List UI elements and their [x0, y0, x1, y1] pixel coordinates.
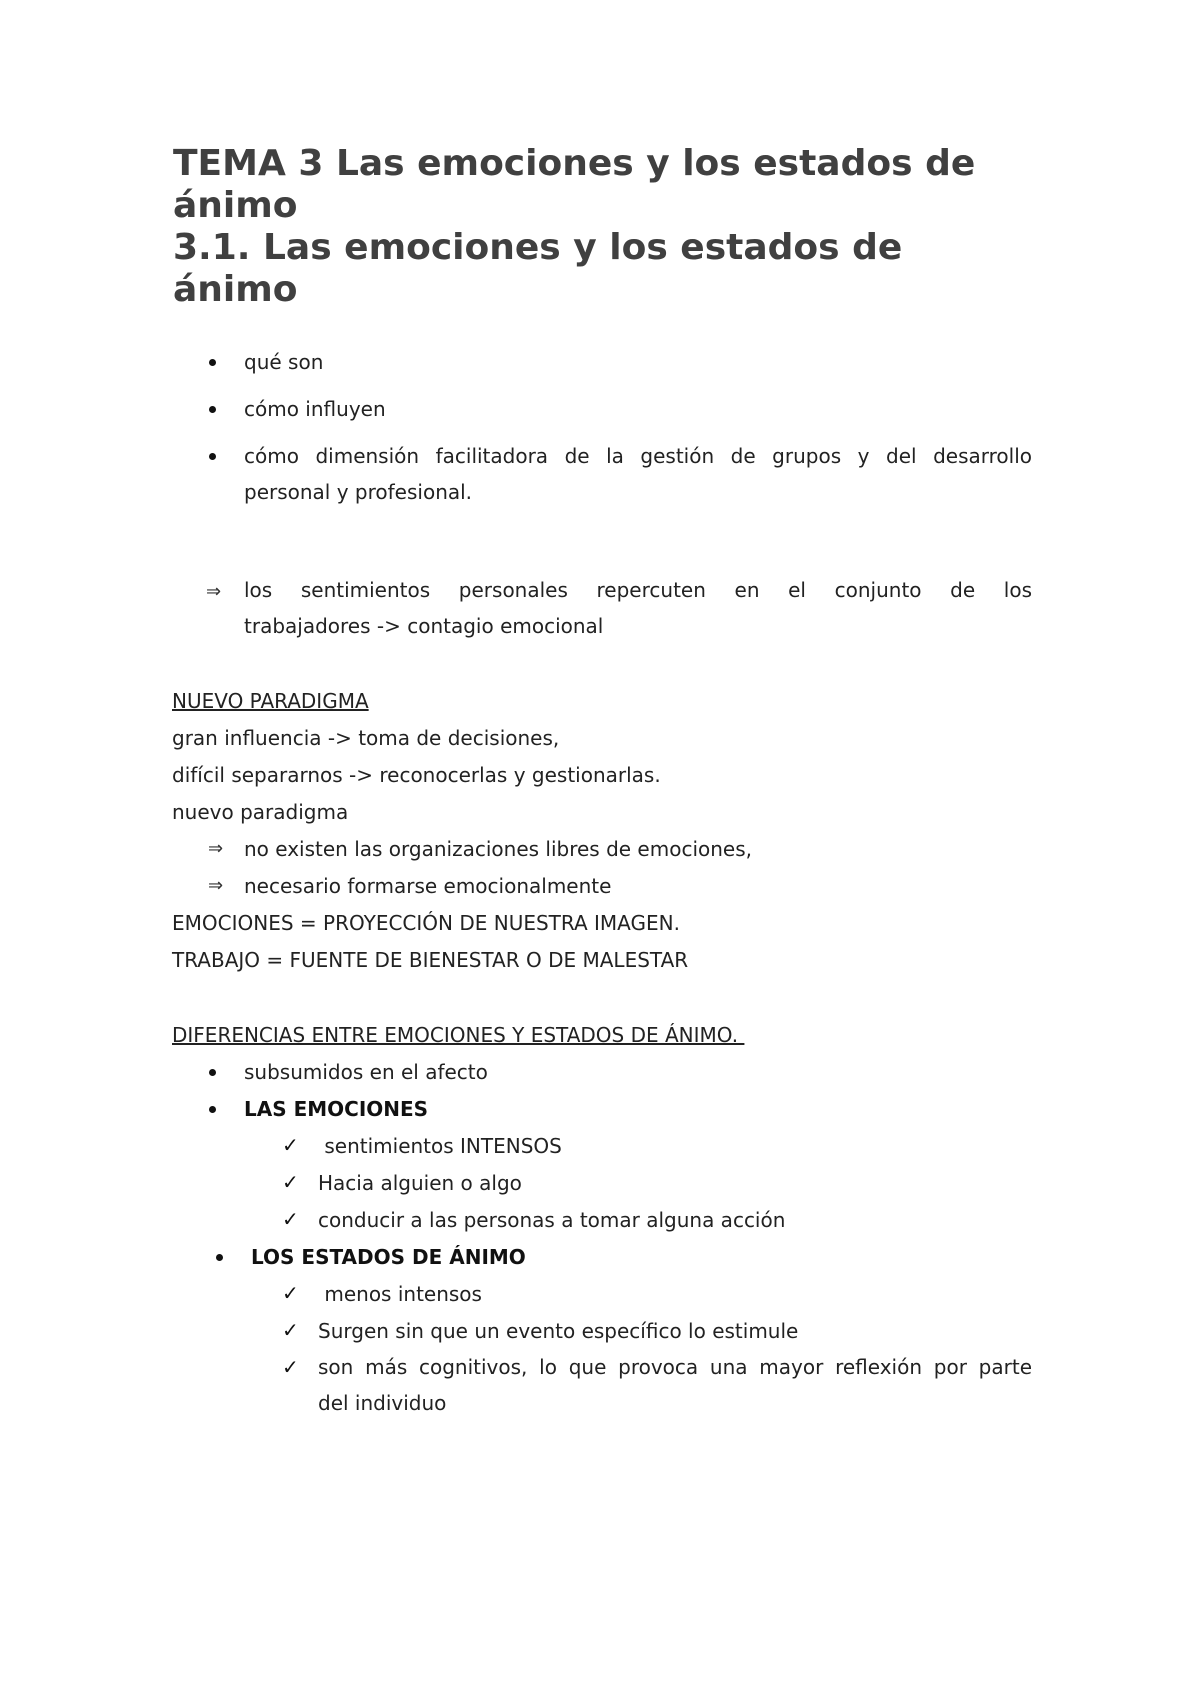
paradigm-arrow-1: no existen las organizaciones libres de emociones,: [244, 837, 752, 861]
section-title: [173, 227, 1053, 311]
checkmark-icon: ✓: [282, 1355, 299, 1379]
implies-arrow-icon: ⇒: [208, 875, 224, 896]
checkmark-icon: ✓: [282, 1207, 299, 1231]
emociones-check-3: conducir a las personas a tomar alguna acción: [318, 1208, 786, 1232]
estados-label: LOS ESTADOS DE ÁNIMO: [251, 1245, 526, 1269]
estados-check-2: Surgen sin que un evento específico lo estimule: [318, 1319, 799, 1343]
differences-bullet-1: subsumidos en el afecto: [244, 1060, 488, 1084]
section-title-line-1: 3.1. Las emociones y los estados de: [173, 227, 903, 268]
intro-bullet-3: [244, 438, 1032, 510]
title-line-1: TEMA 3 Las emociones y los estados de: [173, 143, 976, 184]
intro-bullet-3-line-2: personal y profesional.: [244, 480, 473, 504]
bullet-icon: [216, 1254, 223, 1261]
paradigm-line-2: difícil separarnos -> reconocerlas y gestionarlas.: [172, 763, 661, 787]
paradigm-line-3: nuevo paradigma: [172, 800, 349, 824]
emociones-check-1: sentimientos INTENSOS: [318, 1134, 562, 1158]
title-line-2: ánimo: [173, 185, 298, 226]
estados-check-3: [318, 1349, 1032, 1421]
differences-heading: DIFERENCIAS ENTRE EMOCIONES Y ESTADOS DE ÁNIMO.: [172, 1023, 745, 1047]
bullet-icon: [209, 359, 216, 366]
checkmark-icon: ✓: [282, 1170, 299, 1194]
intro-bullet-2: cómo influyen: [244, 397, 386, 421]
arrow-note-line-2: trabajadores -> contagio emocional: [244, 614, 604, 638]
estados-check-3-line-2: del individuo: [318, 1391, 447, 1415]
implies-arrow-icon: ⇒: [206, 581, 222, 602]
checkmark-icon: ✓: [282, 1133, 299, 1157]
statement-trabajo: TRABAJO = FUENTE DE BIENESTAR O DE MALESTAR: [172, 948, 689, 972]
bullet-icon: [209, 406, 216, 413]
paradigm-heading: NUEVO PARADIGMA: [172, 689, 369, 713]
arrow-note-line-1: los sentimientos personales repercuten en el conjunto de los: [244, 578, 1032, 602]
bullet-icon: [209, 453, 216, 460]
implies-arrow-icon: ⇒: [208, 838, 224, 859]
estados-check-3-line-1: son más cognitivos, lo que provoca una mayor reflexión por parte: [318, 1355, 1032, 1379]
intro-bullet-3-line-1: cómo dimensión facilitadora de la gestión de grupos y del desarrollo: [244, 444, 1032, 468]
emociones-label: LAS EMOCIONES: [244, 1097, 429, 1121]
intro-bullet-1: qué son: [244, 350, 324, 374]
bullet-icon: [209, 1106, 216, 1113]
section-title-line-2: ánimo: [173, 269, 298, 310]
paradigm-arrow-2: necesario formarse emocionalmente: [244, 874, 612, 898]
statement-emociones: EMOCIONES = PROYECCIÓN DE NUESTRA IMAGEN.: [172, 911, 680, 935]
document-title: [173, 143, 1053, 227]
checkmark-icon: ✓: [282, 1318, 299, 1342]
estados-check-1: menos intensos: [318, 1282, 482, 1306]
paradigm-line-1: gran influencia -> toma de decisiones,: [172, 726, 560, 750]
emociones-check-2: Hacia alguien o algo: [318, 1171, 522, 1195]
bullet-icon: [209, 1069, 216, 1076]
arrow-note: [244, 572, 1032, 644]
checkmark-icon: ✓: [282, 1281, 299, 1305]
